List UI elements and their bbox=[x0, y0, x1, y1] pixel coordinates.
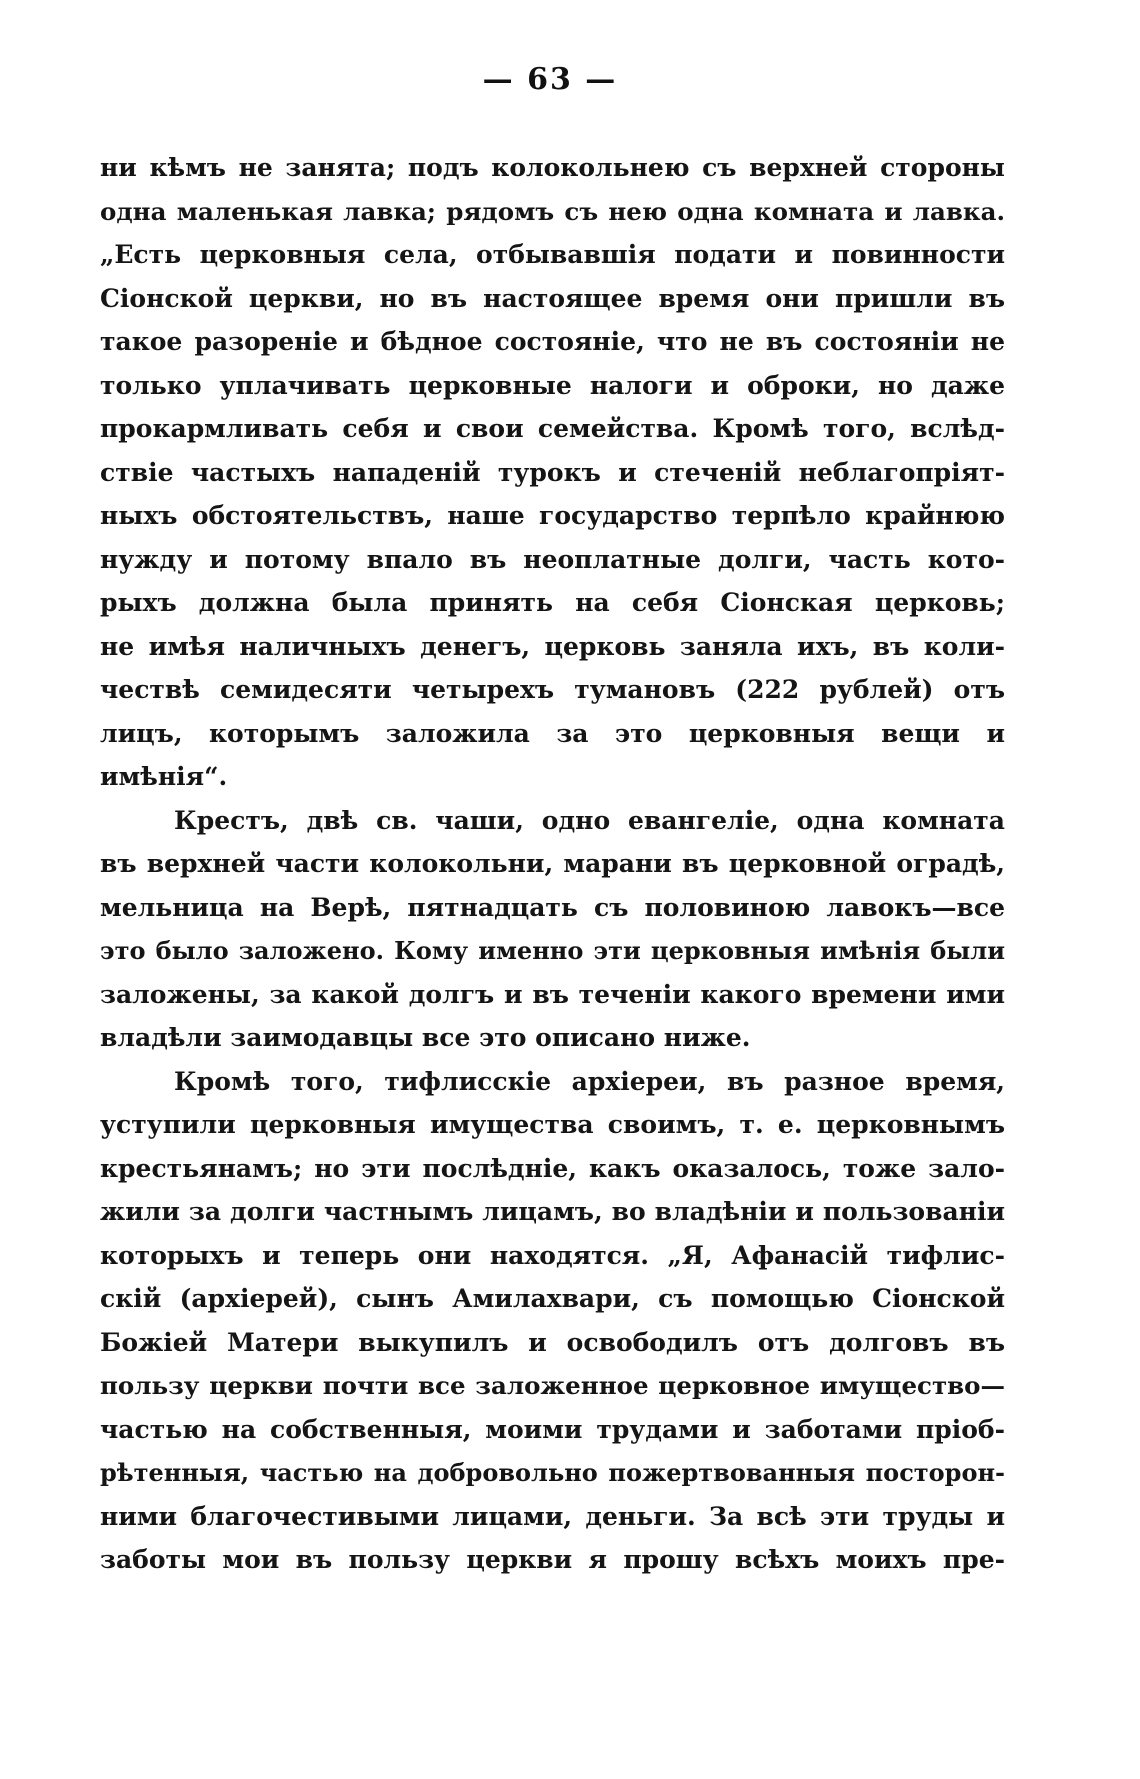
text-line: жили за долги частнымъ лицамъ, во владѣніи и пользованіи bbox=[100, 1197, 1005, 1226]
text-line: имѣнія“. bbox=[100, 762, 228, 791]
text-line: Божіей Матери выкупилъ и освободилъ отъ долговъ въ bbox=[100, 1327, 1005, 1357]
text-line: которыхъ и теперь они находятся. „Я, Афанасій тифлис- bbox=[100, 1240, 1005, 1270]
text-line: прокармливать себя и свои семейства. Кромѣ того, вслѣд- bbox=[100, 414, 1005, 443]
text-line: „Есть церковныя села, отбывавшія подати и повинности bbox=[100, 240, 1005, 269]
text-line: ствіе частыхъ нападеній турокъ и стеченій неблагопріят- bbox=[100, 457, 1005, 487]
text-line: ныхъ обстоятельствъ, наше государство терпѣло крайнюю bbox=[100, 501, 1005, 530]
text-line: рѣтенныя, частью на добровольно пожертвованныя посторон- bbox=[100, 1458, 1005, 1487]
text-line: Крестъ, двѣ св. чаши, одно евангеліе, одна комната bbox=[174, 805, 1005, 835]
text-line: ними благочестивыми лицами, деньги. За всѣ эти труды и bbox=[100, 1501, 1005, 1531]
text-line: это было заложено. Кому именно эти церковныя имѣнія были bbox=[100, 936, 1005, 965]
text-line: чествѣ семидесяти четырехъ тумановъ (222 рублей) отъ bbox=[100, 675, 1005, 704]
text-line: частью на собственныя, моими трудами и заботами пріоб- bbox=[100, 1414, 1005, 1444]
text-line: рыхъ должна была принять на себя Сіонская церковь; bbox=[100, 588, 1005, 617]
text-line: въ верхней части колокольни, марани въ церковной оградѣ, bbox=[100, 849, 1005, 878]
text-line: лицъ, которымъ заложила за это церковныя вещи и bbox=[100, 718, 1005, 748]
text-line: нужду и потому впало въ неоплатные долги, часть кото- bbox=[100, 544, 1005, 574]
text-line: пользу церкви почти все заложенное церковное имущество— bbox=[100, 1371, 1005, 1400]
text-line: скій (архіерей), сынъ Амилахвари, съ помощью Сіонской bbox=[100, 1284, 1005, 1313]
text-line: не имѣя наличныхъ денегъ, церковь заняла ихъ, въ коли- bbox=[100, 631, 1005, 661]
body-text bbox=[100, 146, 1005, 1582]
text-line: ни кѣмъ не занята; подъ колокольнею съ верхней стороны bbox=[100, 153, 1005, 182]
text-line: такое разореніе и бѣдное состояніе, что не въ состояніи не bbox=[100, 327, 1005, 356]
page-number: — 63 — bbox=[482, 62, 618, 97]
text-line: только уплачивать церковные налоги и оброки, но даже bbox=[100, 370, 1005, 400]
text-line: мельница на Верѣ, пятнадцать съ половиною лавокъ—все bbox=[100, 892, 1005, 922]
text-line: владѣли заимодавцы все это описано ниже. bbox=[100, 1023, 751, 1052]
text-line: заботы мои въ пользу церкви я прошу всѣхъ моихъ пре- bbox=[100, 1545, 1005, 1574]
text-line: уступили церковныя имущества своимъ, т. е. церковнымъ bbox=[100, 1110, 1005, 1139]
text-line: заложены, за какой долгъ и въ теченіи какого времени ими bbox=[100, 979, 1005, 1009]
text-line: Сіонской церкви, но въ настоящее время они пришли въ bbox=[100, 283, 1005, 313]
text-line: крестьянамъ; но эти послѣдніе, какъ оказалось, тоже зало- bbox=[100, 1153, 1005, 1183]
text-line: Кромѣ того, тифлисскіе архіереи, въ разное время, bbox=[174, 1066, 1005, 1096]
text-line: одна маленькая лавка; рядомъ съ нею одна комната и лавка. bbox=[100, 196, 1005, 226]
